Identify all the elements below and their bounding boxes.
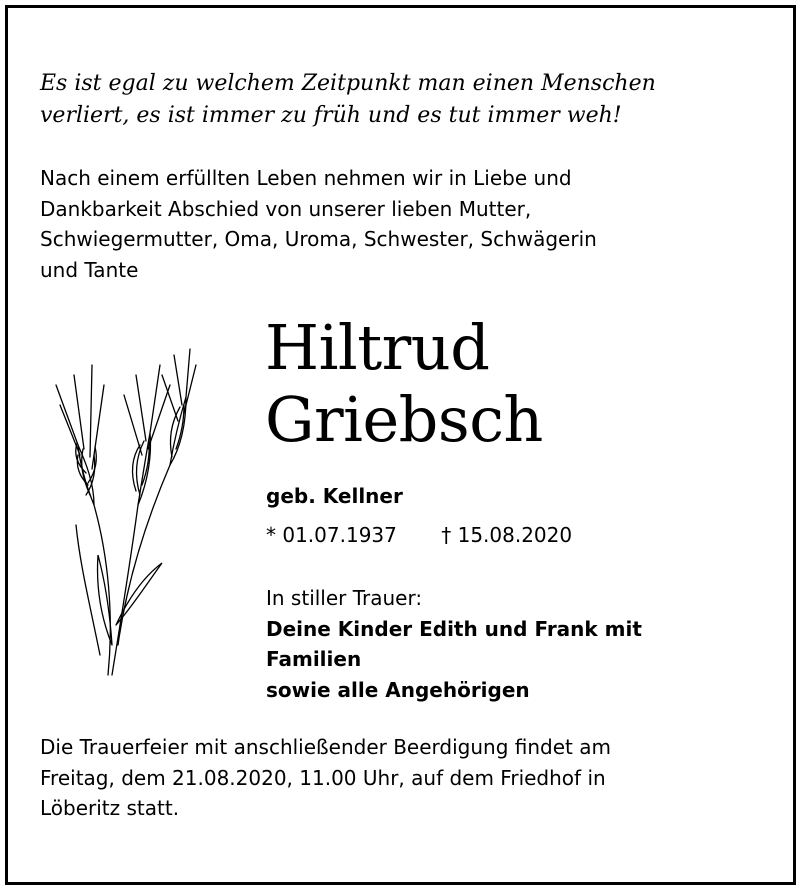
funeral-notice: [40, 732, 770, 824]
wheat-ear-right: [162, 349, 196, 465]
funeral-line: Löberitz statt.: [40, 796, 180, 820]
wheat-stem: [118, 465, 170, 645]
intro-line: und Tante: [40, 257, 139, 282]
mourners-heading: In stiller Trauer:: [266, 586, 423, 610]
death-date: † 15.08.2020: [441, 523, 573, 547]
funeral-line: Die Trauerfeier mit anschließender Beerdigung findet am: [40, 735, 611, 759]
intro-line: Dankbarkeit Abschied von unserer lieben Mutter,: [40, 196, 532, 221]
motto-line: Es ist egal zu welchem Zeitpunkt man einen Menschen: [40, 71, 656, 96]
birth-date: * 01.07.1937: [266, 523, 397, 547]
motto-quote: [40, 68, 760, 132]
mourners-line: sowie alle Angehörigen: [266, 677, 530, 702]
intro-text: [40, 163, 760, 285]
wheat-ears-icon: [50, 345, 200, 705]
deceased-name: [265, 312, 543, 456]
wheat-ear-left: [56, 365, 104, 505]
intro-line: Nach einem erfüllten Leben nehmen wir in Liebe und: [40, 166, 572, 190]
mourners-block: [266, 583, 642, 705]
motto-line: verliert, es ist immer zu früh und es tut immer weh!: [40, 103, 622, 128]
first-name: Hiltrud: [265, 311, 490, 384]
wheat-ear-middle: [124, 365, 170, 505]
mourners-line: Deine Kinder Edith und Frank mit: [266, 616, 642, 641]
last-name: Griebsch: [265, 383, 543, 456]
intro-line: Schwiegermutter, Oma, Uroma, Schwester, Schwägerin: [40, 227, 597, 251]
life-dates: [266, 523, 572, 547]
born-name: geb. Kellner: [266, 484, 403, 508]
wheat-stem: [112, 505, 138, 675]
funeral-line: Freitag, dem 21.08.2020, 11.00 Uhr, auf dem Friedhof in: [40, 765, 606, 790]
wheat-stem: [94, 505, 110, 675]
wheat-stem: [76, 525, 100, 655]
mourners-line: Familien: [266, 647, 362, 671]
